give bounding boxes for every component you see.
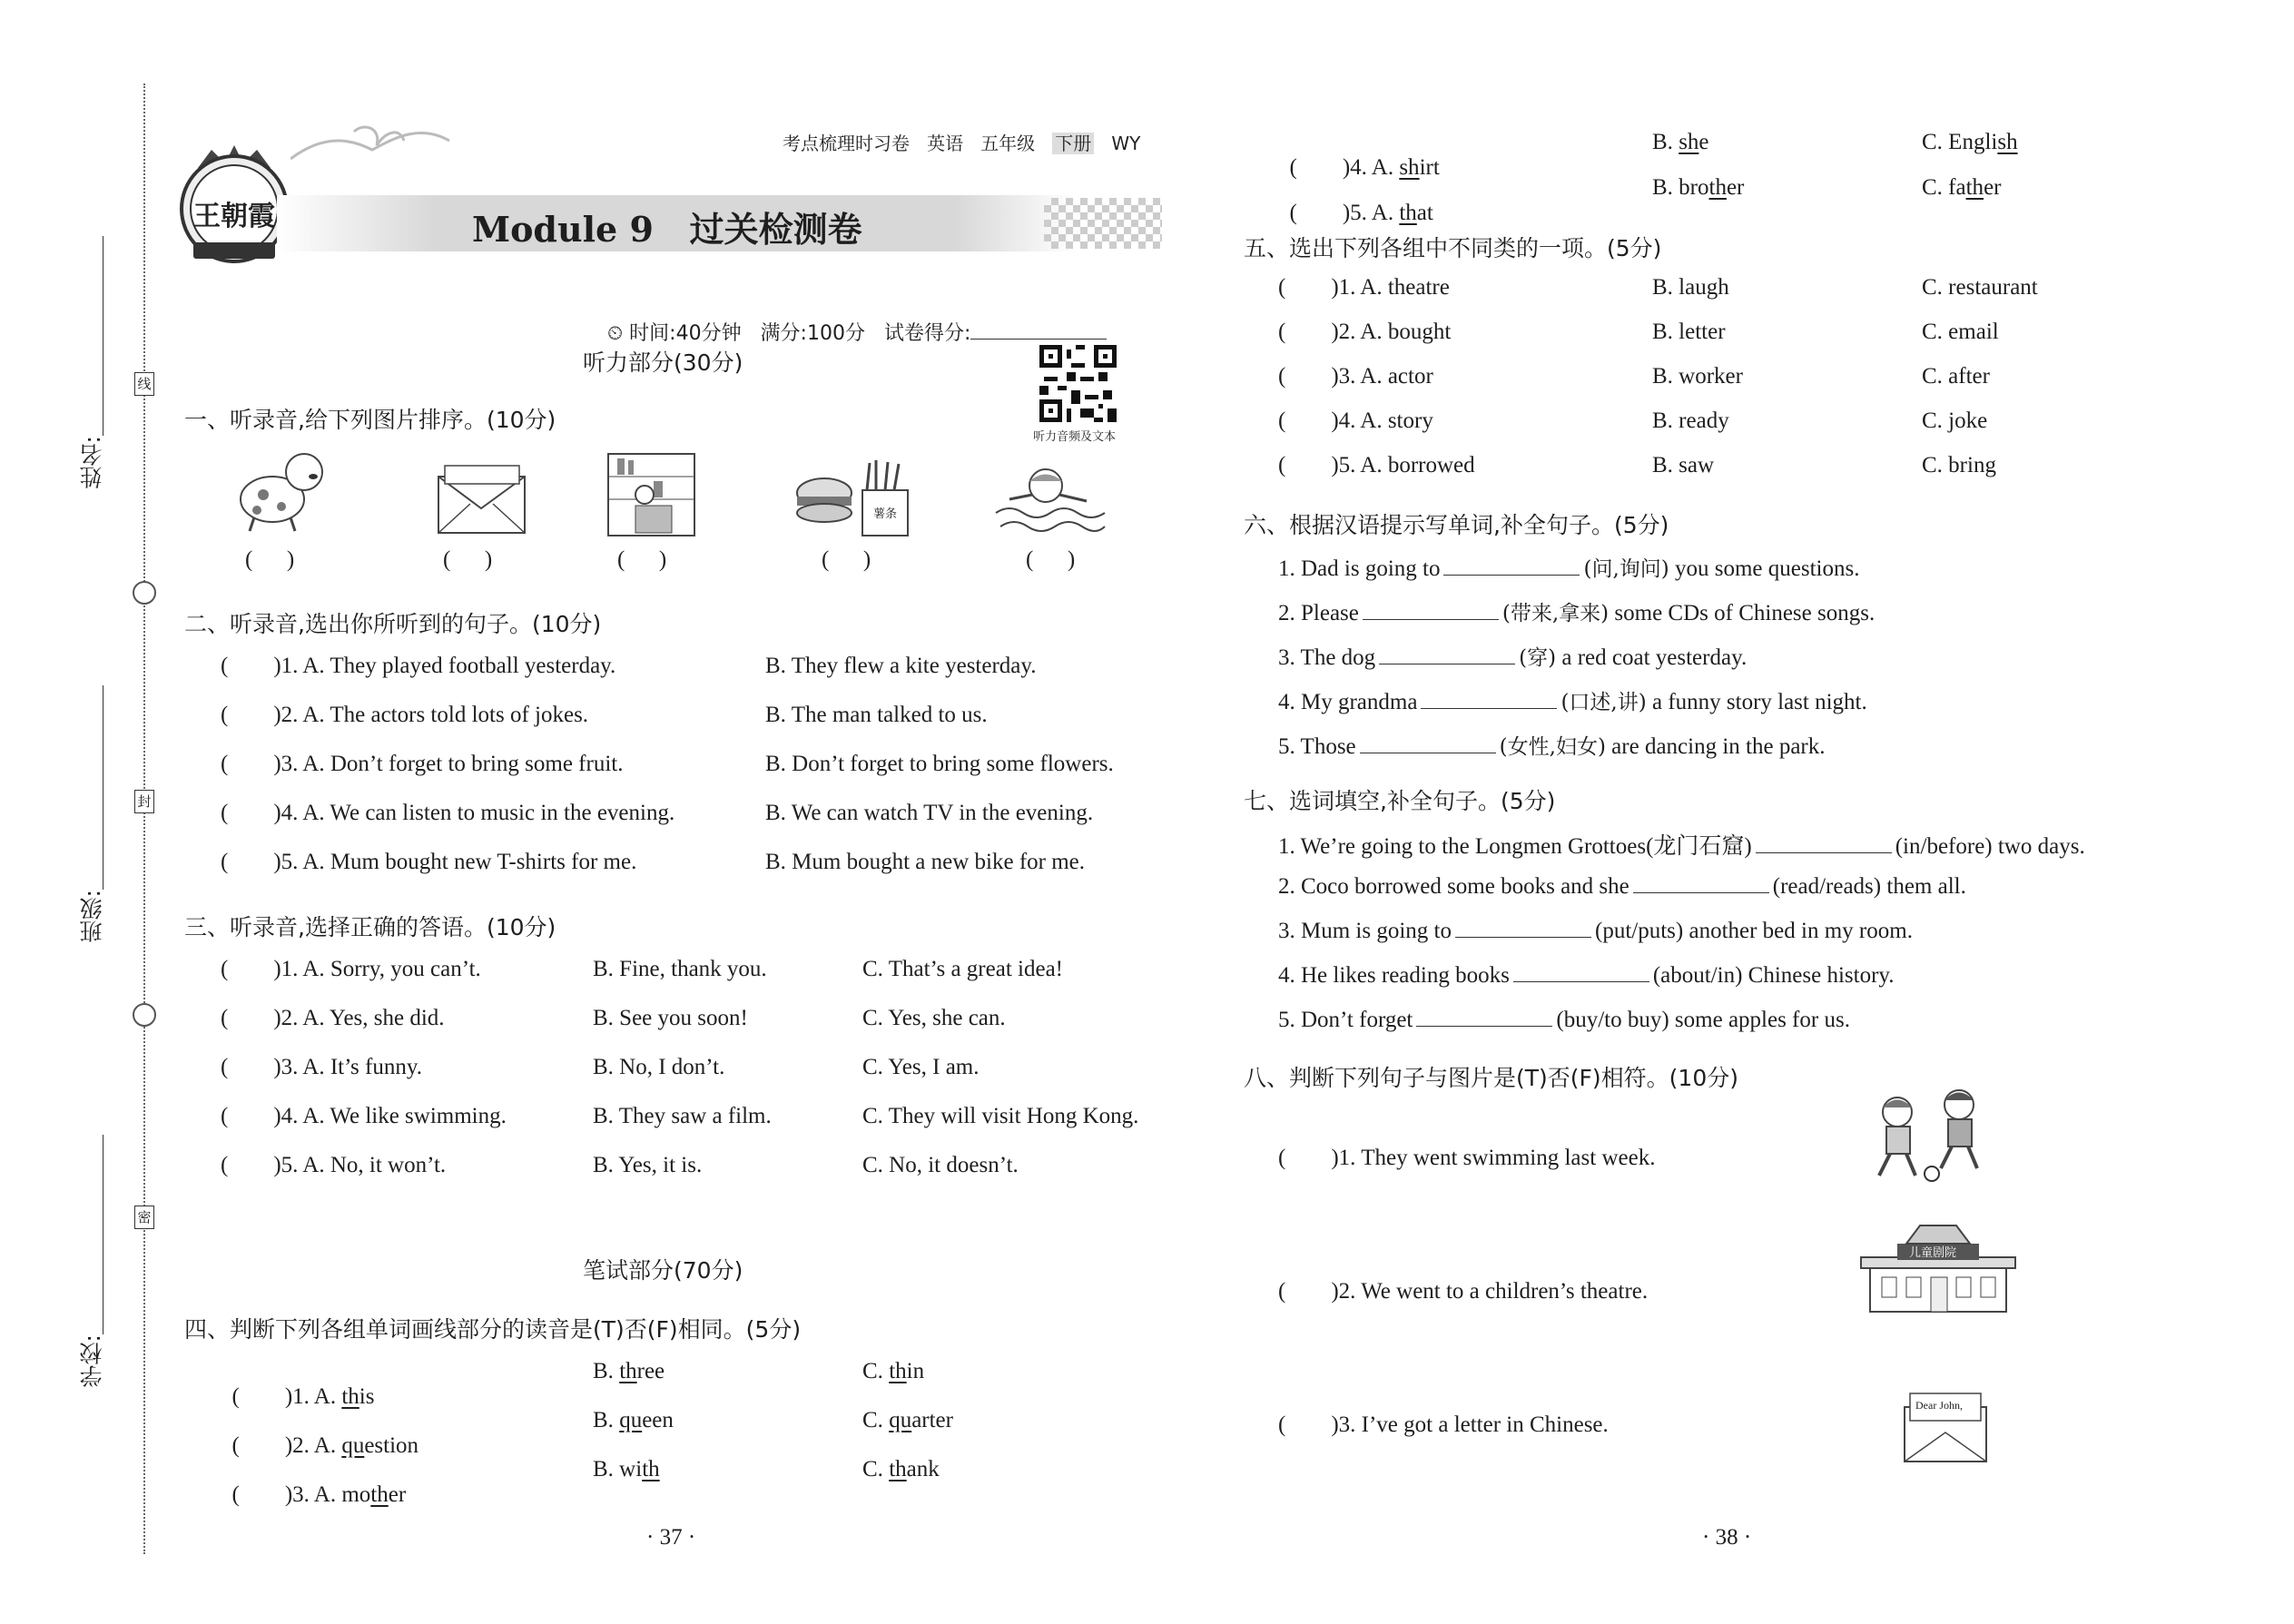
s4-q1-a-underline: th bbox=[341, 1384, 359, 1409]
s4-q5[interactable] bbox=[1278, 175, 1433, 226]
logo-text: 王朝霞 bbox=[193, 201, 275, 232]
envelope-picture bbox=[434, 458, 534, 540]
s5-q4-b[interactable]: B. ready bbox=[1652, 408, 1729, 433]
s6-q3[interactable] bbox=[1278, 641, 1747, 671]
s7-q1-blank[interactable] bbox=[1756, 832, 1892, 853]
s3-q1-b[interactable]: B. Fine, thank you. bbox=[593, 957, 767, 981]
s3-q5-b[interactable]: B. Yes, it is. bbox=[593, 1153, 703, 1177]
s5-q3-a[interactable]: ( )3. A. actor bbox=[1278, 364, 1433, 389]
s2-q5-b[interactable]: B. Mum bought a new bike for me. bbox=[765, 850, 1086, 874]
s4-q2[interactable] bbox=[221, 1408, 418, 1459]
binding-dotted-line bbox=[143, 84, 145, 1554]
s4-q4-c[interactable] bbox=[1922, 130, 2018, 155]
s2-q3-b[interactable]: B. Don’t forget to bring some flowers. bbox=[765, 752, 1114, 776]
section-8-title: 八、判断下列句子与图片是(T)否(F)相符。(10分) bbox=[1244, 1065, 1738, 1091]
s4-q5-lead: ( )5. A. bbox=[1289, 201, 1400, 225]
s7-q1-hint: (in/before) bbox=[1895, 834, 1993, 859]
s7-q5-hint: (buy/to buy) bbox=[1556, 1008, 1669, 1032]
s7-q3-blank[interactable] bbox=[1455, 917, 1591, 938]
s4-q3-lead: ( )3. A. bbox=[231, 1482, 342, 1507]
theatre-picture bbox=[1856, 1221, 2020, 1316]
s4-q3-a-post: er bbox=[388, 1482, 407, 1507]
s7-q2-post: them all. bbox=[1886, 874, 1966, 899]
s4-q2-c-pre: C. bbox=[862, 1408, 890, 1432]
s4-q3-a-underline: th bbox=[370, 1482, 389, 1507]
s3-q5-a[interactable]: ( )5. A. No, it won’t. bbox=[221, 1153, 447, 1177]
swimming-picture bbox=[991, 463, 1109, 545]
s2-q3-a[interactable]: ( )3. A. Don’t forget to bring some fruit. bbox=[221, 752, 624, 776]
picture-5-answer[interactable]: ( ) bbox=[1026, 547, 1076, 572]
letter-picture bbox=[1897, 1389, 1997, 1466]
s4-q3-a-pre: mo bbox=[341, 1482, 371, 1507]
s2-q1-a[interactable]: ( )1. A. They played football yesterday. bbox=[221, 654, 616, 678]
series-name: 考点梳理时习卷 bbox=[783, 133, 910, 154]
picture-1-answer[interactable]: ( ) bbox=[245, 547, 295, 572]
qr-code[interactable] bbox=[1039, 345, 1117, 422]
s4-q1-c-post: in bbox=[906, 1359, 925, 1383]
s4-q3-c-post: ank bbox=[906, 1457, 940, 1481]
letter-greeting: Dear John, bbox=[1915, 1399, 1963, 1412]
s4-q3-c-underline: th bbox=[889, 1457, 907, 1481]
s8-q2[interactable]: ( )2. We went to a children’s theatre. bbox=[1278, 1279, 1649, 1304]
s6-q4-hint: (口述,讲) bbox=[1561, 691, 1647, 714]
s6-q2-post: some CDs of Chinese songs. bbox=[1614, 601, 1876, 625]
s6-q5-pre: 5. Those bbox=[1278, 734, 1356, 759]
s7-q3[interactable] bbox=[1278, 917, 1913, 944]
qr-code-icon bbox=[1039, 345, 1117, 422]
s5-q5-a[interactable]: ( )5. A. borrowed bbox=[1278, 453, 1475, 477]
s4-q4-b-underline: sh bbox=[1679, 130, 1699, 154]
s4-q2-c-post: arter bbox=[911, 1408, 953, 1432]
s7-q4-blank[interactable] bbox=[1513, 961, 1649, 982]
s7-q4-post: Chinese history. bbox=[1748, 963, 1895, 988]
s4-q4-lead: ( )4. A. bbox=[1289, 155, 1400, 180]
s7-q1[interactable] bbox=[1278, 828, 2085, 861]
s6-q1-post: you some questions. bbox=[1674, 556, 1860, 581]
s4-q4[interactable] bbox=[1278, 130, 1440, 181]
seal-mark-seal: 封 bbox=[134, 790, 154, 813]
name-label: 姓名: bbox=[79, 436, 105, 489]
volume-name: 下册 bbox=[1052, 133, 1094, 154]
class-label: 班级: bbox=[79, 890, 105, 943]
s4-q5-b-pre: B. bro bbox=[1652, 175, 1709, 200]
s4-q1-lead: ( )1. A. bbox=[231, 1384, 342, 1409]
s4-q2-b[interactable] bbox=[593, 1408, 674, 1433]
s4-q5-c-underline: th bbox=[1965, 175, 1984, 200]
listening-part-title: 听力部分(30分) bbox=[583, 349, 743, 376]
s7-q2-blank[interactable] bbox=[1633, 872, 1769, 893]
s3-q4-b[interactable]: B. They saw a film. bbox=[593, 1104, 772, 1128]
s4-q5-b[interactable] bbox=[1652, 175, 1744, 201]
seal-mark-secret: 密 bbox=[134, 1206, 154, 1229]
s6-q4-blank[interactable] bbox=[1421, 688, 1557, 709]
s3-q3-b[interactable]: B. No, I don’t. bbox=[593, 1055, 725, 1079]
picture-4-answer[interactable]: ( ) bbox=[822, 547, 871, 572]
page-title: Module 9 过关检测卷 bbox=[472, 209, 862, 250]
s4-q1-c-pre: C. bbox=[862, 1359, 890, 1383]
gutter-ornament-icon bbox=[133, 581, 156, 605]
s7-q4[interactable] bbox=[1278, 961, 1895, 989]
s6-q3-blank[interactable] bbox=[1379, 644, 1515, 664]
s6-q1-pre: 1. Dad is going to bbox=[1278, 556, 1441, 581]
s5-q4-c[interactable]: C. joke bbox=[1922, 408, 1988, 433]
section-2-title: 二、听录音,选出你所听到的句子。(10分) bbox=[184, 611, 602, 637]
s3-q2-c[interactable]: C. Yes, she can. bbox=[862, 1006, 1006, 1030]
s6-q2[interactable] bbox=[1278, 596, 1875, 626]
s7-q5-pre: 5. Don’t forget bbox=[1278, 1008, 1413, 1032]
s7-q2[interactable] bbox=[1278, 872, 1966, 900]
s5-q5-b[interactable]: B. saw bbox=[1652, 453, 1715, 477]
food-picture bbox=[790, 458, 917, 540]
s3-q2-a[interactable]: ( )2. A. Yes, she did. bbox=[221, 1006, 445, 1030]
s3-q1-c[interactable]: C. That’s a great idea! bbox=[862, 957, 1063, 981]
s2-q1-b[interactable]: B. They flew a kite yesterday. bbox=[765, 654, 1037, 678]
s4-q2-c-underline: qu bbox=[889, 1408, 912, 1432]
s6-q5-blank[interactable] bbox=[1360, 733, 1496, 753]
seal-mark-line: 线 bbox=[134, 372, 154, 396]
s4-q5-b-underline: th bbox=[1708, 175, 1727, 200]
s3-q4-c[interactable]: C. They will visit Hong Kong. bbox=[862, 1104, 1139, 1128]
page-number-left: · 37 · bbox=[646, 1525, 696, 1550]
exam-meta bbox=[595, 295, 1107, 346]
s4-q3-b[interactable] bbox=[593, 1457, 660, 1482]
s7-q5-blank[interactable] bbox=[1416, 1006, 1552, 1027]
football-picture bbox=[1861, 1085, 1997, 1185]
s2-q5-a[interactable]: ( )5. A. Mum bought new T-shirts for me. bbox=[221, 850, 637, 874]
s4-q3-b-underline: th bbox=[642, 1457, 660, 1481]
writing-part-title: 笔试部分(70分) bbox=[583, 1257, 743, 1284]
s6-q2-pre: 2. Please bbox=[1278, 601, 1359, 625]
ribbon-decoration-icon bbox=[290, 123, 454, 177]
s6-q2-hint: (带来,拿来) bbox=[1501, 602, 1610, 625]
s4-q2-c[interactable] bbox=[862, 1408, 953, 1433]
s7-q3-post: another bed in my room. bbox=[1689, 919, 1913, 943]
office-picture bbox=[599, 449, 704, 540]
s2-q2-a[interactable]: ( )2. A. The actors told lots of jokes. bbox=[221, 703, 589, 727]
s4-q1-c-underline: th bbox=[889, 1359, 907, 1383]
grade-name: 五年级 bbox=[980, 133, 1036, 154]
clock-icon: ⏲ bbox=[607, 322, 624, 345]
edition-name: WY bbox=[1111, 133, 1141, 154]
s5-q2-a[interactable]: ( )2. A. bought bbox=[1278, 320, 1452, 344]
s4-q1-b-pre: B. bbox=[593, 1359, 620, 1383]
s5-q3-c[interactable]: C. after bbox=[1922, 364, 1990, 389]
s5-q2-b[interactable]: B. letter bbox=[1652, 320, 1726, 344]
s3-q3-c[interactable]: C. Yes, I am. bbox=[862, 1055, 980, 1079]
s4-q2-b-underline: qu bbox=[619, 1408, 643, 1432]
s6-q4[interactable] bbox=[1278, 685, 1867, 715]
s4-q4-a-post: irt bbox=[1419, 155, 1440, 180]
s3-q1-a[interactable]: ( )1. A. Sorry, you can’t. bbox=[221, 957, 481, 981]
s3-q3-a[interactable]: ( )3. A. It’s funny. bbox=[221, 1055, 422, 1079]
section-3-title: 三、听录音,选择正确的答语。(10分) bbox=[184, 914, 556, 940]
s8-q3[interactable]: ( )3. I’ve got a letter in Chinese. bbox=[1278, 1412, 1609, 1437]
s4-q5-a-post: at bbox=[1416, 201, 1433, 225]
s7-q1-pre: 1. We’re going to the Longmen Grottoes(龙门石窟) bbox=[1278, 834, 1752, 859]
s7-q4-pre: 4. He likes reading books bbox=[1278, 963, 1510, 988]
picture-3-answer[interactable]: ( ) bbox=[617, 547, 667, 572]
section-4-title: 四、判断下列各组单词画线部分的读音是(T)否(F)相同。(5分) bbox=[184, 1316, 802, 1343]
s4-q5-c[interactable] bbox=[1922, 175, 2001, 201]
title-checker-pattern bbox=[1044, 198, 1162, 249]
s2-q4-b[interactable]: B. We can watch TV in the evening. bbox=[765, 801, 1094, 825]
s4-q2-b-pre: B. bbox=[593, 1408, 620, 1432]
s6-q1[interactable] bbox=[1278, 552, 1859, 582]
section-7-title: 七、选词填空,补全句子。(5分) bbox=[1244, 788, 1556, 814]
section-1-title: 一、听录音,给下列图片排序。(10分) bbox=[184, 407, 556, 433]
s6-q3-post: a red coat yesterday. bbox=[1561, 645, 1748, 670]
section-6-title: 六、根据汉语提示写单词,补全句子。(5分) bbox=[1244, 512, 1669, 538]
s5-q1-c[interactable]: C. restaurant bbox=[1922, 275, 2038, 300]
score-field[interactable] bbox=[970, 320, 1107, 340]
s6-q5-hint: (女性,妇女) bbox=[1499, 735, 1606, 759]
s4-q2-lead: ( )2. A. bbox=[231, 1433, 342, 1458]
s3-q5-c[interactable]: C. No, it doesn’t. bbox=[862, 1153, 1019, 1177]
page-number-right: · 38 · bbox=[1702, 1525, 1752, 1550]
s4-q5-a-underline: th bbox=[1399, 201, 1417, 225]
s4-q5-c-post: er bbox=[1984, 175, 2002, 200]
s4-q1-c[interactable] bbox=[862, 1359, 924, 1384]
school-label: 学校: bbox=[79, 1334, 105, 1388]
s6-q5-post: are dancing in the park. bbox=[1611, 734, 1826, 759]
s6-q2-blank[interactable] bbox=[1363, 599, 1499, 620]
s4-q1-b-underline: th bbox=[619, 1359, 637, 1383]
subject-name: 英语 bbox=[927, 133, 964, 154]
header-meta bbox=[783, 129, 1140, 155]
s4-q3-c-pre: C. bbox=[862, 1457, 890, 1481]
s4-q2-b-post: een bbox=[642, 1408, 674, 1432]
fries-label: 薯条 bbox=[873, 507, 898, 521]
s4-q5-b-post: er bbox=[1726, 175, 1745, 200]
dog-picture bbox=[222, 445, 331, 536]
s3-q2-b[interactable]: B. See you soon! bbox=[593, 1006, 748, 1030]
s5-q5-c[interactable]: C. bring bbox=[1922, 453, 1996, 477]
s4-q4-b-post: e bbox=[1698, 130, 1709, 154]
s6-q1-blank[interactable] bbox=[1443, 555, 1580, 576]
s6-q3-pre: 3. The dog bbox=[1278, 645, 1376, 670]
s6-q3-hint: (穿) bbox=[1519, 646, 1557, 670]
s5-q1-b[interactable]: B. laugh bbox=[1652, 275, 1729, 300]
s6-q4-post: a funny story last night. bbox=[1651, 690, 1867, 714]
exam-info: 时间:40分钟 满分:100分 试卷得分: bbox=[629, 322, 971, 345]
s5-q2-c[interactable]: C. email bbox=[1922, 320, 1999, 344]
s7-q5-post: some apples for us. bbox=[1674, 1008, 1850, 1032]
s4-q5-c-pre: C. fa bbox=[1922, 175, 1966, 200]
s4-q4-c-pre: C. Engli bbox=[1922, 130, 1998, 154]
theatre-sign-text: 儿童剧院 bbox=[1909, 1246, 1957, 1260]
s7-q5[interactable] bbox=[1278, 1006, 1850, 1033]
s4-q1-b[interactable] bbox=[593, 1359, 665, 1384]
s4-q4-c-underline: sh bbox=[1997, 130, 2018, 154]
s6-q4-pre: 4. My grandma bbox=[1278, 690, 1418, 714]
s7-q4-hint: (about/in) bbox=[1652, 963, 1743, 988]
s4-q3-b-pre: B. wi bbox=[593, 1457, 643, 1481]
s8-q1[interactable]: ( )1. They went swimming last week. bbox=[1278, 1146, 1656, 1170]
qr-caption: 听力音频及文本 bbox=[1033, 430, 1117, 444]
s6-q1-hint: (问,询问) bbox=[1583, 557, 1669, 581]
s4-q3[interactable] bbox=[221, 1457, 406, 1508]
s4-q1-a-post: is bbox=[359, 1384, 375, 1409]
s7-q3-pre: 3. Mum is going to bbox=[1278, 919, 1452, 943]
gutter-ornament-icon bbox=[133, 1003, 156, 1027]
s4-q1-b-post: ree bbox=[636, 1359, 665, 1383]
s6-q5[interactable] bbox=[1278, 730, 1826, 760]
s7-q2-pre: 2. Coco borrowed some books and she bbox=[1278, 874, 1629, 899]
s4-q4-b-pre: B. bbox=[1652, 130, 1679, 154]
s4-q2-a-underline: qu bbox=[341, 1433, 365, 1458]
s7-q1-post: two days. bbox=[1997, 834, 2085, 859]
s7-q2-hint: (read/reads) bbox=[1772, 874, 1882, 899]
s3-q4-a[interactable]: ( )4. A. We like swimming. bbox=[221, 1104, 507, 1128]
s4-q2-a-post: estion bbox=[364, 1433, 419, 1458]
section-5-title: 五、选出下列各组中不同类的一项。(5分) bbox=[1244, 235, 1662, 261]
s5-q3-b[interactable]: B. worker bbox=[1652, 364, 1743, 389]
s2-q4-a[interactable]: ( )4. A. We can listen to music in the evening. bbox=[221, 801, 675, 825]
s2-q2-b[interactable]: B. The man talked to us. bbox=[765, 703, 988, 727]
s4-q4-b[interactable] bbox=[1652, 130, 1709, 155]
s4-q4-a-underline: sh bbox=[1399, 155, 1420, 180]
s5-q4-a[interactable]: ( )4. A. story bbox=[1278, 408, 1433, 433]
s7-q3-hint: (put/puts) bbox=[1595, 919, 1684, 943]
picture-2-answer[interactable]: ( ) bbox=[443, 547, 493, 572]
s4-q1[interactable] bbox=[221, 1359, 374, 1410]
s4-q3-c[interactable] bbox=[862, 1457, 940, 1482]
s5-q1-a[interactable]: ( )1. A. theatre bbox=[1278, 275, 1450, 300]
